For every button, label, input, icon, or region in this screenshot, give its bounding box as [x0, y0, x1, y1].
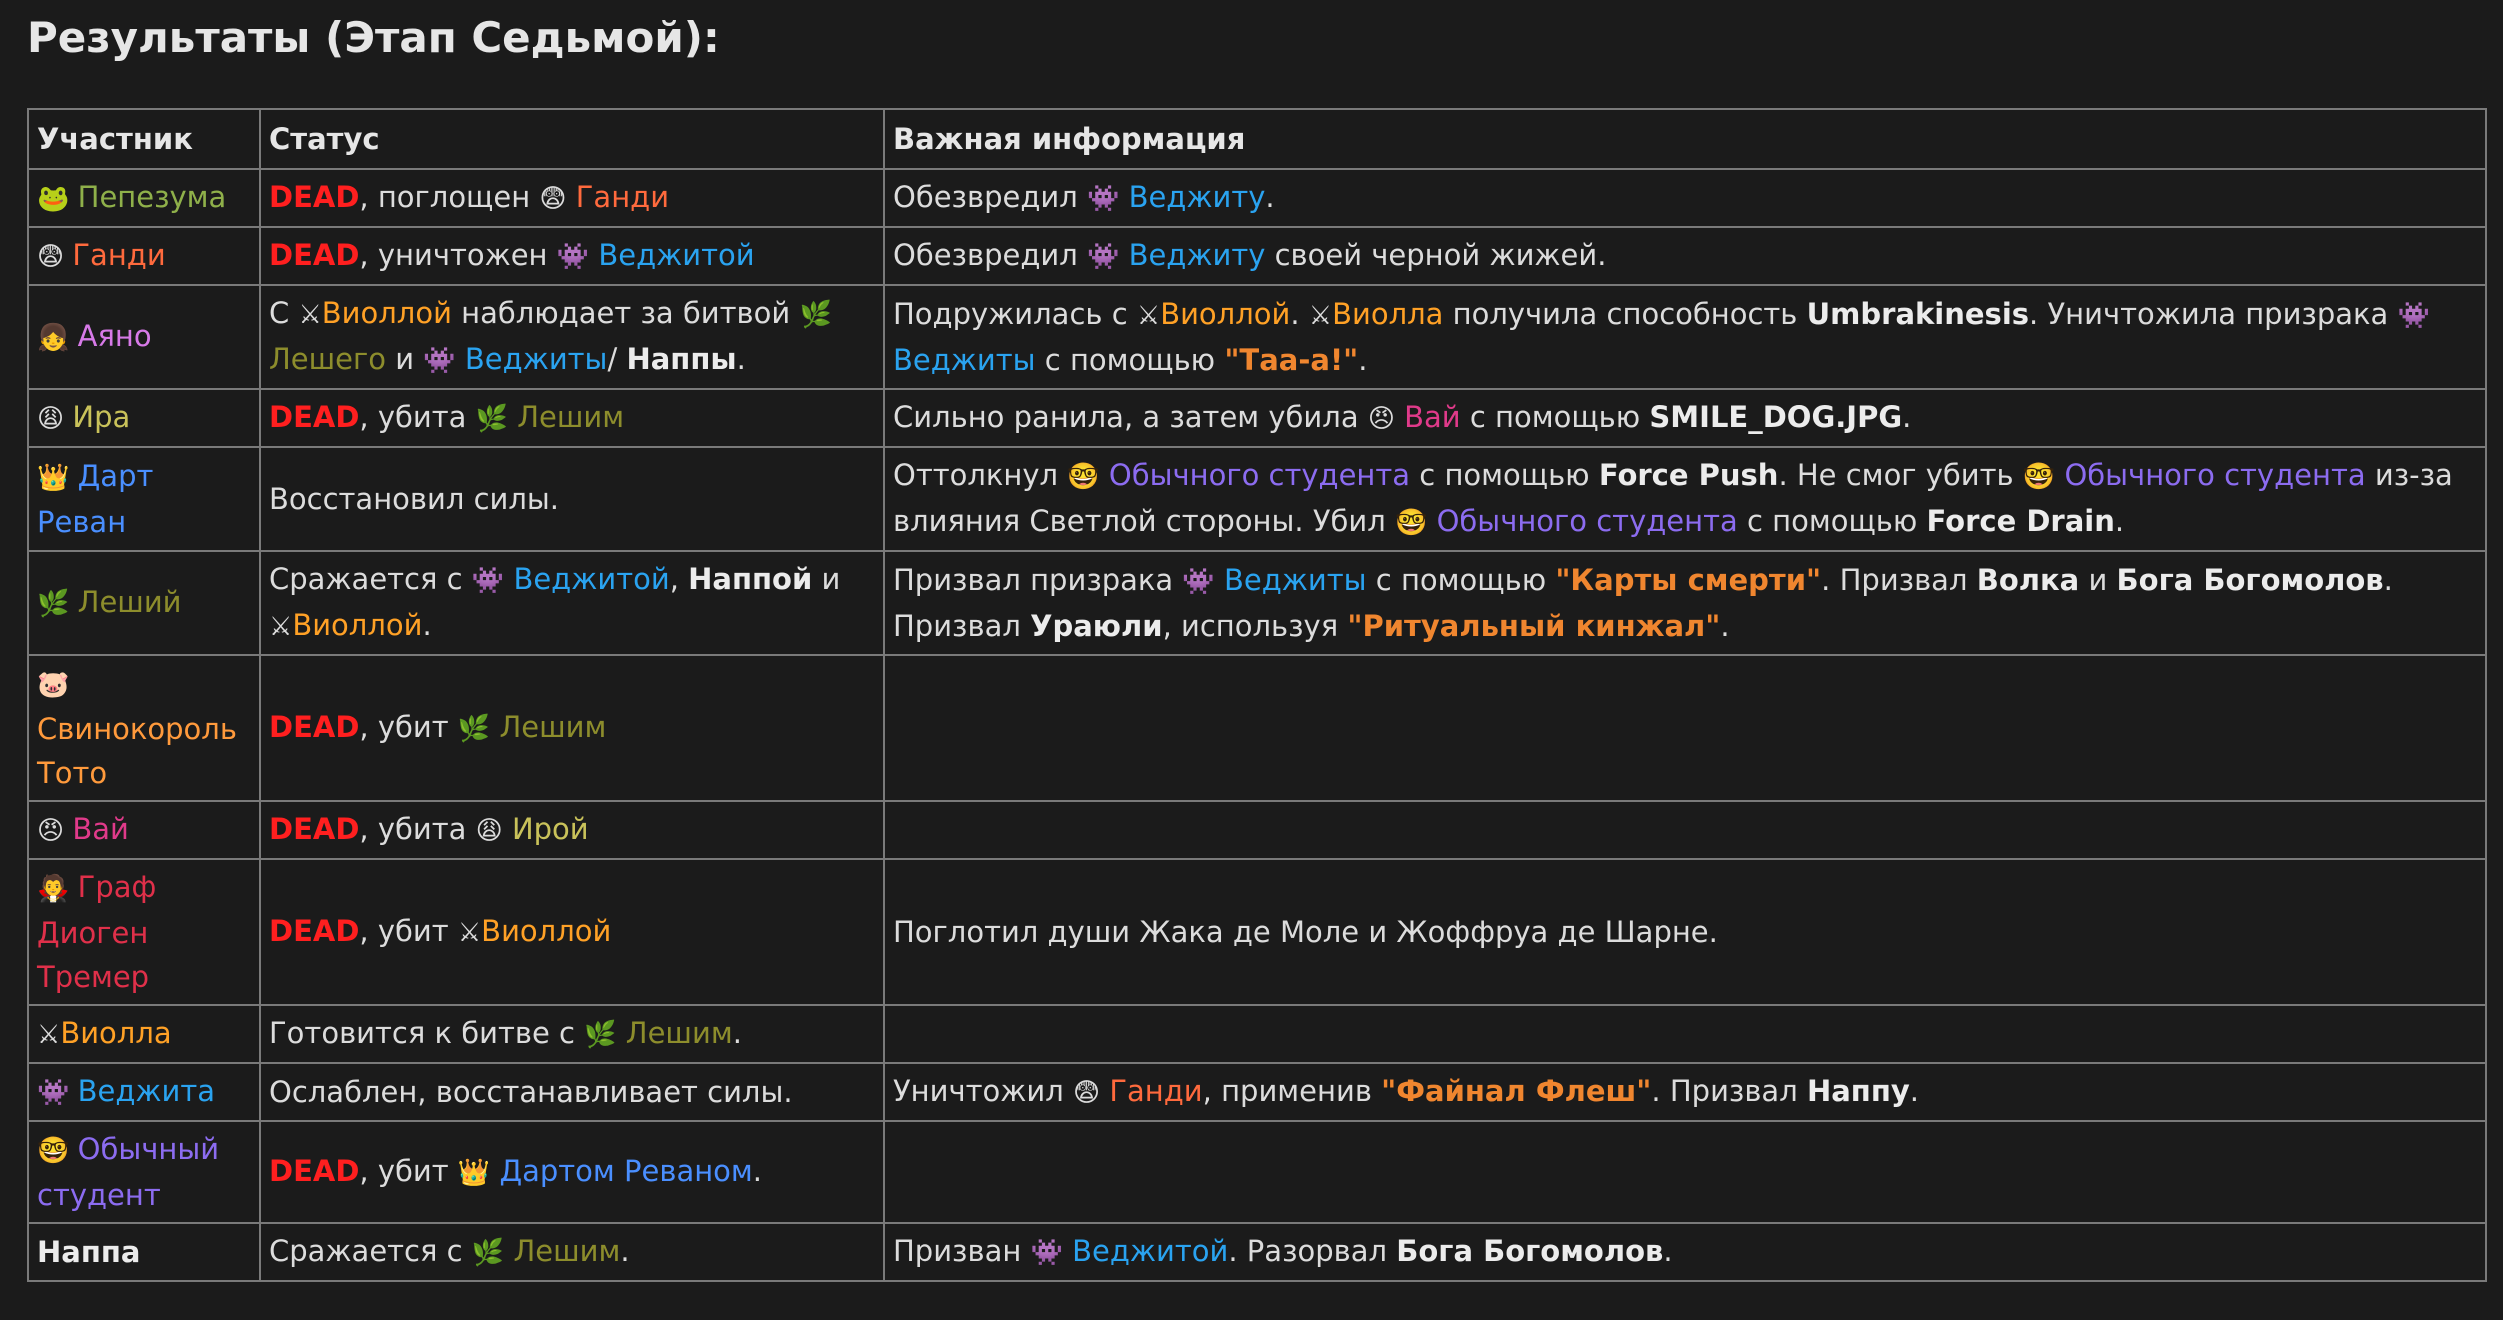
cell-info: [884, 1005, 2486, 1063]
text-segment: .: [1663, 1234, 1673, 1268]
text-segment: с помощью: [1737, 504, 1927, 538]
text-segment: . Разорвал: [1228, 1234, 1397, 1268]
text-segment: Обезвредил: [893, 238, 1087, 272]
character-name: Веджитой: [1072, 1234, 1229, 1268]
text-segment: , применив: [1202, 1074, 1382, 1108]
cell-participant: [28, 389, 260, 447]
character-name: Ирой: [511, 812, 589, 846]
alien-monster-icon: 👾: [556, 242, 590, 272]
dead-status: DEAD: [269, 180, 360, 214]
text-segment: [508, 400, 517, 434]
character-name: Веджиты: [464, 342, 608, 376]
text-segment: [1427, 504, 1436, 538]
cell-participant: [28, 169, 260, 227]
cell-participant: [28, 1121, 260, 1223]
table-row: [28, 859, 2486, 1005]
character-name: Ганди: [1109, 1074, 1203, 1108]
text-segment: Поглотил души Жака де Моле и Жоффруа де Шарне.: [893, 915, 1718, 949]
table-body: [28, 169, 2486, 1281]
cell-info: [884, 285, 2486, 389]
alien-monster-icon: 👾: [1030, 1238, 1063, 1268]
text-segment: , убита: [359, 812, 476, 846]
bold-term: Наппы: [626, 342, 737, 376]
text-segment: ,: [669, 562, 689, 596]
alien-monster-icon: 👾: [1182, 567, 1215, 597]
text-segment: . Призвал: [893, 563, 2393, 643]
pig-icon: 🐷: [37, 670, 70, 700]
table-row: [28, 169, 2486, 227]
character-name: Ира: [72, 400, 131, 434]
text-segment: .: [422, 608, 432, 642]
text-segment: .: [736, 342, 746, 376]
table-row: [28, 655, 2486, 801]
text-segment: [1100, 458, 1109, 492]
crossed-swords-icon: ⚔: [37, 1020, 61, 1050]
table-row: [28, 1005, 2486, 1063]
text-segment: .: [2114, 504, 2125, 538]
alien-monster-icon: 👾: [423, 346, 456, 376]
bold-term: Бога Богомолов: [2116, 563, 2384, 597]
text-segment: наблюдает за битвой: [451, 296, 800, 330]
character-name: Лешим: [499, 710, 607, 744]
character-name: Ганди: [72, 238, 166, 272]
quoted-item: "Ритуальный кинжал": [1347, 609, 1721, 643]
character-name: Пепезума: [77, 180, 227, 214]
bold-term: Ураюли: [1030, 609, 1163, 643]
cell-info: [884, 447, 2486, 551]
alien-monster-icon: 👾: [1086, 184, 1120, 214]
text-segment: из-за влияния Светлой стороны. Убил: [893, 458, 2453, 538]
fearful-face-icon: 😨: [1072, 1078, 1101, 1108]
table-row: [28, 551, 2486, 655]
cell-status: [260, 447, 884, 551]
cell-info: [884, 169, 2486, 227]
crossed-swords-icon: ⚔: [1136, 301, 1161, 331]
text-segment: . Призвал: [1821, 563, 1977, 597]
cell-info: [884, 1063, 2486, 1121]
text-segment: [1063, 1234, 1072, 1268]
cell-participant: [28, 859, 260, 1005]
frog-icon: 🐸: [37, 184, 78, 214]
cell-status: [260, 1063, 884, 1121]
character-name: Виоллой: [292, 608, 423, 642]
bold-term: Бога Богомолов: [1396, 1234, 1664, 1268]
text-segment: , убит: [359, 914, 458, 948]
text-segment: , поглощен: [359, 180, 540, 214]
dead-status: DEAD: [269, 914, 360, 948]
text-segment: Призвал призрака: [893, 563, 1183, 597]
results-table: [27, 108, 2487, 1282]
cell-info: [884, 389, 2486, 447]
dead-status: DEAD: [269, 400, 360, 434]
text-segment: с помощью: [1460, 400, 1650, 434]
character-name: Веджиты: [893, 343, 1036, 377]
header-info: Важная информация: [884, 109, 2486, 169]
crossed-swords-icon: ⚔: [269, 612, 293, 642]
text-segment: [1395, 400, 1404, 434]
weary-face-icon: 😩: [475, 816, 503, 846]
cell-status: [260, 169, 884, 227]
text-segment: [1119, 180, 1128, 214]
text-segment: с помощью: [1366, 563, 1556, 597]
angry-face-icon: 😠: [1367, 404, 1395, 434]
character-name: Веджитой: [598, 238, 755, 272]
character-name: Веджиты: [1224, 563, 1367, 597]
character-name: Обычного студента: [2064, 458, 2366, 492]
character-name: Лешего: [269, 342, 387, 376]
text-segment: . Не смог убить: [1778, 458, 2023, 492]
cell-status: [260, 1223, 884, 1281]
herb-icon: 🌿: [584, 1020, 617, 1050]
nerd-face-icon: 🤓: [2022, 462, 2056, 492]
character-name: Веджитой: [513, 562, 670, 596]
text-segment: .: [1720, 609, 1730, 643]
text-segment: .: [620, 1234, 630, 1268]
cell-participant: [28, 655, 260, 801]
character-name: Лешим: [625, 1016, 733, 1050]
character-name: Аяно: [77, 319, 152, 353]
table-row: [28, 1063, 2486, 1121]
character-name: Ганди: [575, 180, 670, 214]
character-name: Граф Диоген Тремер: [37, 870, 157, 994]
table-row: [28, 1121, 2486, 1223]
character-name: Обычного студента: [1436, 504, 1738, 538]
crown-icon: 👑: [37, 463, 78, 493]
herb-icon: 🌿: [475, 404, 508, 434]
text-segment: [1215, 563, 1224, 597]
text-segment: Сильно ранила, а затем убила: [893, 400, 1368, 434]
character-name: Виоллой: [481, 914, 612, 948]
text-segment: .: [1902, 400, 1912, 434]
angry-face-icon: 😠: [37, 816, 73, 846]
text-segment: и: [386, 342, 424, 376]
alien-monster-icon: 👾: [2397, 301, 2430, 331]
text-segment: .: [1265, 180, 1275, 214]
crossed-swords-icon: ⚔: [298, 300, 322, 330]
character-name: Веджита: [77, 1074, 216, 1108]
quoted-item: "Карты смерти": [1555, 563, 1822, 597]
cell-participant: [28, 801, 260, 859]
dead-status: DEAD: [269, 238, 360, 272]
text-segment: и: [812, 562, 841, 596]
character-name: Леший: [77, 585, 182, 619]
character-name: Наппа: [37, 1235, 141, 1269]
text-segment: Призван: [893, 1234, 1031, 1268]
fearful-face-icon: 😨: [539, 184, 567, 214]
dead-status: DEAD: [269, 812, 360, 846]
cell-participant: [28, 285, 260, 389]
character-name: Дартом Реваном: [499, 1154, 753, 1188]
text-segment: /: [607, 342, 627, 376]
header-status: Статус: [260, 109, 884, 169]
bold-term: Наппой: [688, 562, 813, 596]
alien-monster-icon: 👾: [1086, 242, 1120, 272]
text-segment: .: [752, 1154, 763, 1188]
bold-term: SMILE_DOG.JPG: [1649, 400, 1903, 434]
text-segment: [589, 238, 598, 272]
cell-info: [884, 655, 2486, 801]
vampire-icon: 🧛: [37, 874, 78, 904]
text-segment: .: [732, 1016, 742, 1050]
table-row: [28, 447, 2486, 551]
text-segment: своей черной жижей.: [1265, 238, 1607, 272]
herb-icon: 🌿: [471, 1238, 505, 1268]
cell-status: [260, 389, 884, 447]
cell-status: [260, 1121, 884, 1223]
nerd-face-icon: 🤓: [37, 1136, 78, 1166]
character-name: Лешим: [517, 400, 625, 434]
quoted-item: "Таа-а!": [1224, 343, 1359, 377]
page-title: Результаты (Этап Седьмой):: [27, 13, 720, 62]
text-segment: с помощью: [1410, 458, 1599, 492]
nerd-face-icon: 🤓: [1395, 508, 1428, 538]
character-name: Веджиту: [1128, 238, 1266, 272]
text-segment: Уничтожил: [893, 1074, 1073, 1108]
bold-term: Волка: [1976, 563, 2080, 597]
text-segment: [503, 812, 512, 846]
text-segment: Ослаблен, восстанавливает силы.: [269, 1075, 793, 1109]
character-name: Лешим: [513, 1234, 621, 1268]
text-segment: , убита: [359, 400, 476, 434]
bold-term: Force Drain: [1926, 504, 2115, 538]
text-segment: , убит: [359, 1154, 458, 1188]
bold-term: Force Push: [1598, 458, 1779, 492]
text-segment: . Уничтожила призрака: [2029, 297, 2398, 331]
nerd-face-icon: 🤓: [1067, 462, 1100, 492]
text-segment: [617, 1016, 626, 1050]
cell-status: [260, 801, 884, 859]
alien-monster-icon: 👾: [37, 1078, 78, 1108]
header-participant: Участник: [28, 109, 260, 169]
cell-status: [260, 1005, 884, 1063]
cell-status: [260, 285, 884, 389]
crown-icon: 👑: [457, 1158, 491, 1188]
cell-status: [260, 551, 884, 655]
cell-info: [884, 1223, 2486, 1281]
character-name: Виоллой: [321, 296, 452, 330]
table-row: [28, 285, 2486, 389]
text-segment: Оттолкнул: [893, 458, 1068, 492]
cell-participant: [28, 227, 260, 285]
table-row: [28, 389, 2486, 447]
text-segment: , уничтожен: [359, 238, 557, 272]
character-name: Обычного студента: [1108, 458, 1411, 492]
girl-icon: 👧: [37, 323, 78, 353]
cell-info: [884, 859, 2486, 1005]
herb-icon: 🌿: [457, 714, 491, 744]
dead-status: DEAD: [269, 710, 360, 744]
character-name: Вай: [1404, 400, 1461, 434]
character-name: Дарт Реван: [37, 459, 154, 539]
fearful-face-icon: 😨: [37, 242, 73, 272]
cell-status: [260, 859, 884, 1005]
bold-term: Umbrakinesis: [1806, 297, 2030, 331]
table-row: [28, 227, 2486, 285]
crossed-swords-icon: ⚔: [457, 918, 482, 948]
cell-participant: [28, 551, 260, 655]
bold-term: Наппу: [1806, 1074, 1910, 1108]
dead-status: DEAD: [269, 1154, 360, 1188]
table-row: [28, 1223, 2486, 1281]
text-segment: Сражается с: [269, 562, 472, 596]
text-segment: с помощью: [1035, 343, 1225, 377]
text-segment: .: [1290, 297, 1309, 331]
text-segment: [1100, 1074, 1109, 1108]
text-segment: [567, 180, 576, 214]
text-segment: , используя: [1162, 609, 1348, 643]
crossed-swords-icon: ⚔: [1308, 301, 1333, 331]
quoted-item: "Файнал Флеш": [1381, 1074, 1652, 1108]
text-segment: Восстановил силы.: [269, 482, 560, 516]
character-name: Виолла: [1332, 297, 1444, 331]
text-segment: Обезвредил: [893, 180, 1087, 214]
character-name: Виоллой: [1160, 297, 1291, 331]
alien-monster-icon: 👾: [471, 566, 505, 596]
cell-info: [884, 801, 2486, 859]
herb-icon: 🌿: [37, 589, 78, 619]
character-name: Веджиту: [1128, 180, 1266, 214]
text-segment: [1119, 238, 1128, 272]
text-segment: получила способность: [1443, 297, 1807, 331]
weary-face-icon: 😩: [37, 404, 73, 434]
cell-info: [884, 227, 2486, 285]
text-segment: , убит: [359, 710, 458, 744]
cell-status: [260, 655, 884, 801]
herb-icon: 🌿: [799, 300, 832, 330]
text-segment: Подружилась с: [893, 297, 1137, 331]
character-name: Вай: [72, 812, 129, 846]
text-segment: [456, 342, 465, 376]
cell-participant: [28, 1223, 260, 1281]
table-row: [28, 801, 2486, 859]
cell-participant: [28, 1063, 260, 1121]
text-segment: Готовится к битве с: [269, 1016, 585, 1050]
character-name: Свинокороль Тото: [37, 712, 237, 790]
cell-participant: [28, 447, 260, 551]
cell-status: [260, 227, 884, 285]
text-segment: Сражается с: [269, 1234, 472, 1268]
text-segment: .: [1358, 343, 1368, 377]
cell-info: [884, 1121, 2486, 1223]
character-name: Виолла: [60, 1016, 172, 1050]
text-segment: и: [2079, 563, 2117, 597]
text-segment: С: [269, 296, 299, 330]
character-name: Обычный студент: [37, 1132, 220, 1212]
table-header-row: [28, 109, 2486, 169]
text-segment: .: [1909, 1074, 1920, 1108]
cell-participant: [28, 1005, 260, 1063]
cell-info: [884, 551, 2486, 655]
text-segment: . Призвал: [1651, 1074, 1807, 1108]
